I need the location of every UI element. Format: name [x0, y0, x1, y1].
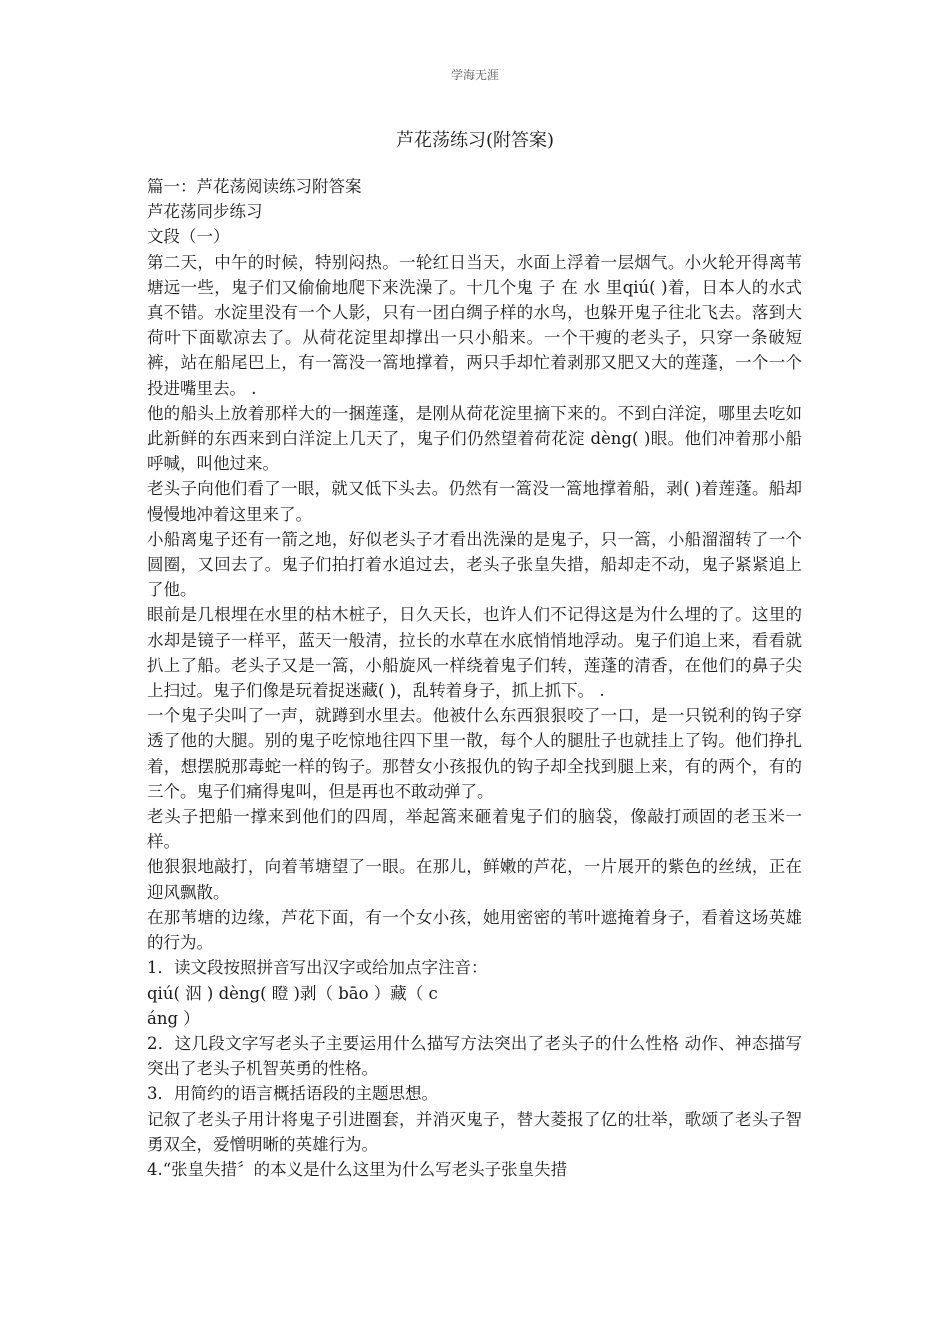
- paragraph: 老头子向他们看了一眼，就又低下头去。仍然有一篙没一篙地撑着船，剥( )着莲蓬。船却慢慢地冲着这里来了。: [147, 479, 802, 524]
- paragraph: 老头子把船一撑来到他们的四周，举起篙来砸着鬼子们的脑袋，像敲打顽固的老玉米一样。: [147, 807, 802, 852]
- subtitle: 芦花荡同步练习: [147, 202, 263, 222]
- paragraph: 眼前是几根埋在水里的枯木桩子，日久天长，也许人们不记得这是为什么埋的了。这里的水却是镜子一样平，蓝天一般清，拉长的水草在水底悄悄地浮动。鬼子们追上来，看看就扒上了船。老头子又是一篙，小船旋风一样绕着鬼子们转，莲蓬的清香，在他们的鼻子尖上扫过。鬼子们像是玩着捉迷藏( )，乱转着身子，抓上抓下。 .: [147, 605, 802, 701]
- question-2: 2．这几段文字写老头子主要运用什么描写方法突出了老头子的什么性格 动作、神态描写突出了老头子机智英勇的性格。: [147, 1033, 802, 1079]
- paragraph: 小船离鬼子还有一箭之地，好似老头子才看出洗澡的是鬼子，只一篙，小船溜溜转了一个圆圈，又回去了。鬼子们拍打着水追过去，老头子张皇失措，船却走不动，鬼子紧紧追上了他。: [147, 529, 802, 600]
- document-title: 芦花荡练习(附答案): [395, 130, 555, 151]
- section-heading: 篇一：芦花荡阅读练习附答案: [147, 177, 362, 196]
- answer-1-continued: áng ）: [147, 1008, 200, 1028]
- question-3: 3．用简约的语言概括语段的主题思想。: [147, 1084, 438, 1104]
- paragraph: 他的船头上放着那样大的一捆莲蓬，是刚从荷花淀里摘下来的。不到白洋淀，哪里去吃如此新鲜的东西来到白洋淀上几天了，鬼子们仍然望着荷花淀 dèng( )眼。他们冲着那小船呼喊，叫他过来。: [147, 403, 802, 474]
- answer-1: qiú( 泅 ) dèng( 瞪 )剥（ bāo ）藏（ c: [147, 983, 438, 1003]
- paragraph: 第二天，中午的时候，特别闷热。一轮红日当天，水面上浮着一层烟气。小火轮开得离苇塘远一些，鬼子们又偷偷地爬下来洗澡了。十几个鬼 子 在 水 里qiú( )着，日本人的水式真不错。水淀里没有一个人影，只有一团白绸子样的水鸟，也躲开鬼子往北飞去。落到大荷叶下面歇凉去了。从荷花淀里却撑出一只小船来。一个干瘦的老头子，只穿一条破短裤，站在船尾巴上，有一篙没一篙地撑着，两只手却忙着剥那又肥又大的莲蓬，一个一个投进嘴里去。 .: [147, 252, 802, 398]
- paragraph: 一个鬼子尖叫了一声，就蹲到水里去。他被什么东西狠狠咬了一口，是一只锐利的钩子穿透了他的大腿。别的鬼子吃惊地往四下里一散，每个人的腿肚子也就挂上了钩。他们挣扎着，想摆脱那毒蛇一样的钩子。那替女小孩报仇的钩子却全找到腿上来，有的两个，有的三个。鬼子们痛得鬼叫，但是再也不敢动弹了。: [147, 706, 802, 801]
- document-body: [147, 174, 802, 1182]
- page-header: 学海无涯: [450, 68, 499, 82]
- passage-label: 文段（一）: [147, 227, 230, 247]
- question-4: 4.“张皇失措〞的本义是什么这里为什么写老头子张皇失措: [147, 1159, 568, 1179]
- answer-3: 记叙了老头子用计将鬼子引进圈套，并消灭鬼子，替大菱报了亿的壮举，歌颂了老头子智勇双全，爱憎明晰的英雄行为。: [147, 1109, 802, 1154]
- question-1: 1．读文段按照拼音写出汉字或给加点字注音：: [147, 958, 488, 978]
- paragraph: 在那苇塘的边缘，芦花下面，有一个女小孩，她用密密的苇叶遮掩着身子，看着这场英雄的行为。: [147, 907, 802, 953]
- paragraph: 他狠狠地敲打，向着苇塘望了一眼。在那儿，鲜嫩的芦花，一片展开的紫色的丝绒，正在迎风飘散。: [147, 857, 802, 902]
